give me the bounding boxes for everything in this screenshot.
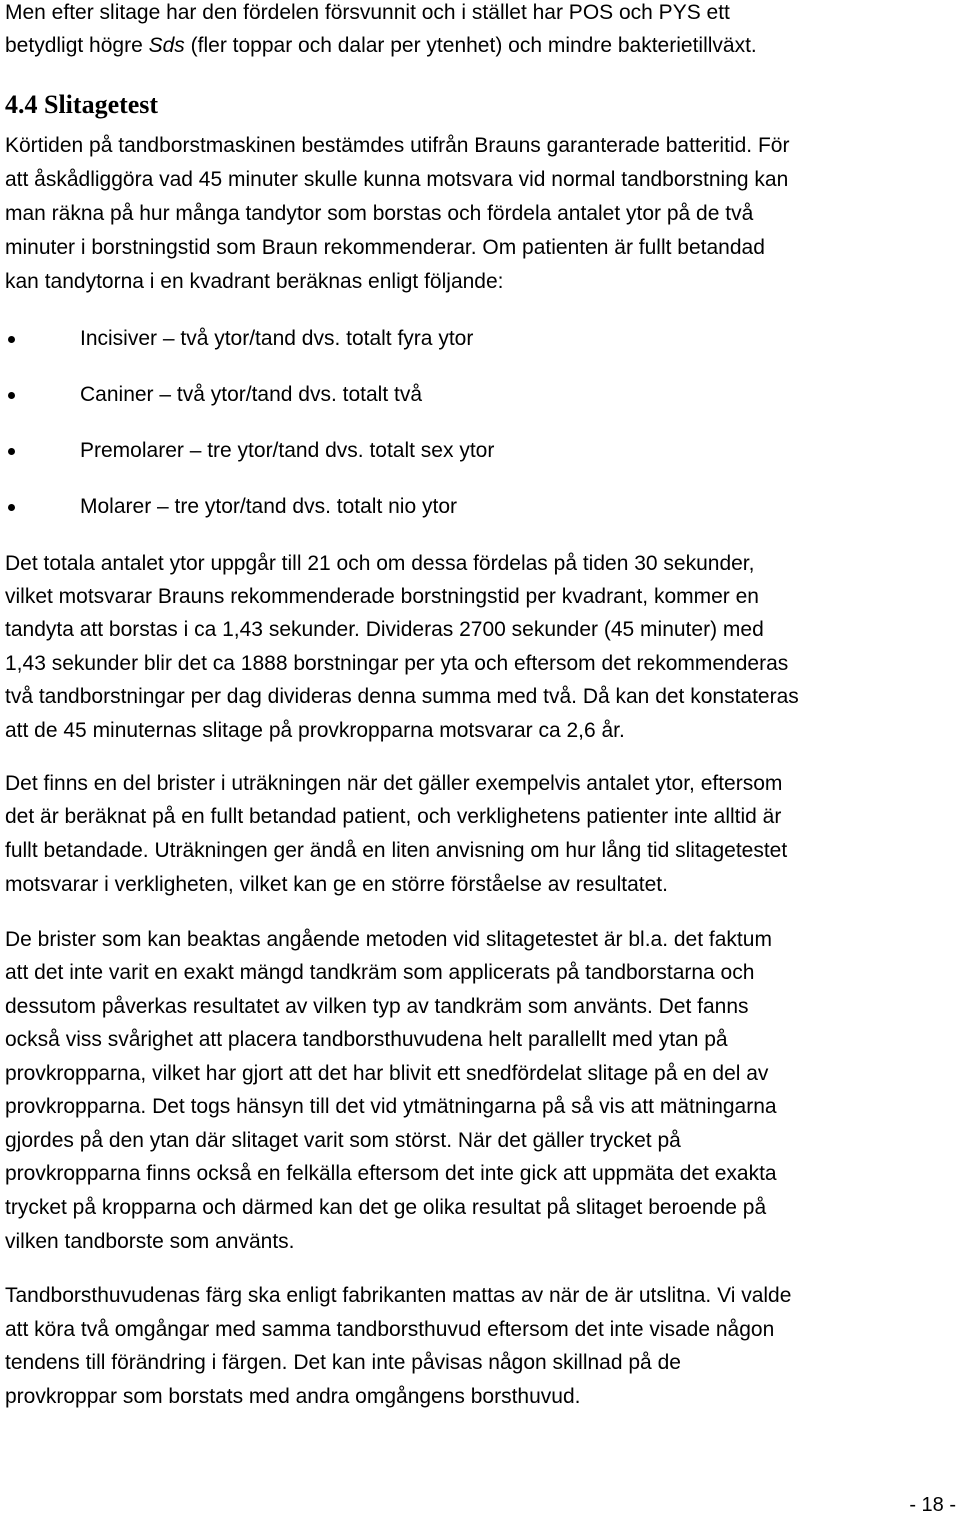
text-line: 1,43 sekunder blir det ca 1888 borstningar per yta och eftersom det rekommenderas: [5, 652, 789, 675]
text-line: Det finns en del brister i uträkningen när det gäller exempelvis antalet ytor, eftersom: [5, 772, 783, 795]
text-line: dessutom påverkas resultatet av vilken typ av tandkräm som använts. Det fanns: [5, 995, 749, 1018]
list-item-text: Caniner – två ytor/tand dvs. totalt två: [80, 383, 423, 406]
text-line: Körtiden på tandborstmaskinen bestämdes utifrån Brauns garanterade batteritid. För: [5, 134, 790, 157]
text-line: tendens till förändring i färgen. Det kan inte påvisas någon skillnad på de: [5, 1351, 681, 1374]
text-line: Det totala antalet ytor uppgår till 21 och om dessa fördelas på tiden 30 sekunder,: [5, 552, 755, 575]
text-line: tandyta att borstas i ca 1,43 sekunder. Divideras 2700 sekunder (45 minuter) med: [5, 618, 764, 641]
text-line: vilken tandborste som använts.: [5, 1230, 295, 1253]
list-item: [5, 383, 955, 409]
bullet-icon: [8, 504, 15, 511]
page-number: - 18 -: [909, 1494, 956, 1516]
text-line: provkropparna finns också en felkälla eftersom det inte gick att uppmäta det exakta: [5, 1162, 777, 1185]
text-line: att det inte varit en exakt mängd tandkräm som applicerats på tandborstarna och: [5, 961, 755, 984]
list-item-text: Incisiver – två ytor/tand dvs. totalt fyra ytor: [80, 327, 474, 350]
text-line: det är beräknat på en fullt betandad patient, och verklighetens patienter inte alltid är: [5, 805, 782, 828]
text-line: också viss svårighet att placera tandborsthuvudena helt parallellt med ytan på: [5, 1028, 728, 1051]
list-item-text: Premolarer – tre ytor/tand dvs. totalt sex ytor: [80, 439, 495, 462]
text-line: motsvarar i verkligheten, vilket kan ge en större förståelse av resultatet.: [5, 873, 668, 896]
section-heading: 4.4 Slitagetest: [5, 90, 159, 119]
text-line: vilket motsvarar Brauns rekommenderade borstningstid per kvadrant, kommer en: [5, 585, 759, 608]
text-line: att de 45 minuternas slitage på provkropparna motsvarar ca 2,6 år.: [5, 719, 625, 742]
list-item: [5, 439, 955, 465]
text-line: två tandborstningar per dag divideras denna summa med två. Då kan det konstateras: [5, 685, 799, 708]
text-line: provkropparna. Det togs hänsyn till det vid ytmätningarna på så vis att mätningarna: [5, 1095, 777, 1118]
text-line: provkroppar som borstats med andra omgångens borsthuvud.: [5, 1385, 581, 1408]
text-line: minuter i borstningstid som Braun rekommenderar. Om patienten är fullt betandad: [5, 236, 765, 259]
text-line: att åskådliggöra vad 45 minuter skulle kunna motsvara vid normal tandborstning kan: [5, 168, 789, 191]
sds-term: Sds: [148, 34, 185, 57]
bullet-icon: [8, 336, 15, 343]
text-line: provkropparna, vilket har gjort att det har blivit ett snedfördelat slitage på en del av: [5, 1062, 769, 1085]
bullet-icon: [8, 392, 15, 399]
text-line: man räkna på hur många tandytor som borstas och fördela antalet ytor på de två: [5, 202, 754, 225]
text-line: att köra två omgångar med samma tandborsthuvud eftersom det inte visade någon: [5, 1318, 775, 1341]
text-line: Men efter slitage har den fördelen försvunnit och i stället har POS och PYS ett: [5, 1, 730, 24]
text-line: fullt betandade. Uträkningen ger ändå en liten anvisning om hur lång tid slitagetestet: [5, 839, 788, 862]
text-fragment: betydligt högre: [5, 34, 143, 57]
list-item-text: Molarer – tre ytor/tand dvs. totalt nio ytor: [80, 495, 457, 518]
text-line: trycket på kropparna och därmed kan det ge olika resultat på slitaget beroende på: [5, 1196, 767, 1219]
text-line: Tandborsthuvudenas färg ska enligt fabrikanten mattas av när de är utslitna. Vi valde: [5, 1284, 792, 1307]
text-line: [5, 34, 757, 58]
list-item: [5, 327, 955, 353]
text-line: De brister som kan beaktas angående metoden vid slitagetestet är bl.a. det faktum: [5, 928, 772, 951]
text-line: kan tandytorna i en kvadrant beräknas enligt följande:: [5, 270, 504, 293]
bullet-icon: [8, 448, 15, 455]
list-item: [5, 495, 955, 521]
text-line: gjordes på den ytan där slitaget varit som störst. När det gäller trycket på: [5, 1129, 681, 1152]
text-fragment: (fler toppar och dalar per ytenhet) och mindre bakterietillväxt.: [190, 34, 757, 57]
